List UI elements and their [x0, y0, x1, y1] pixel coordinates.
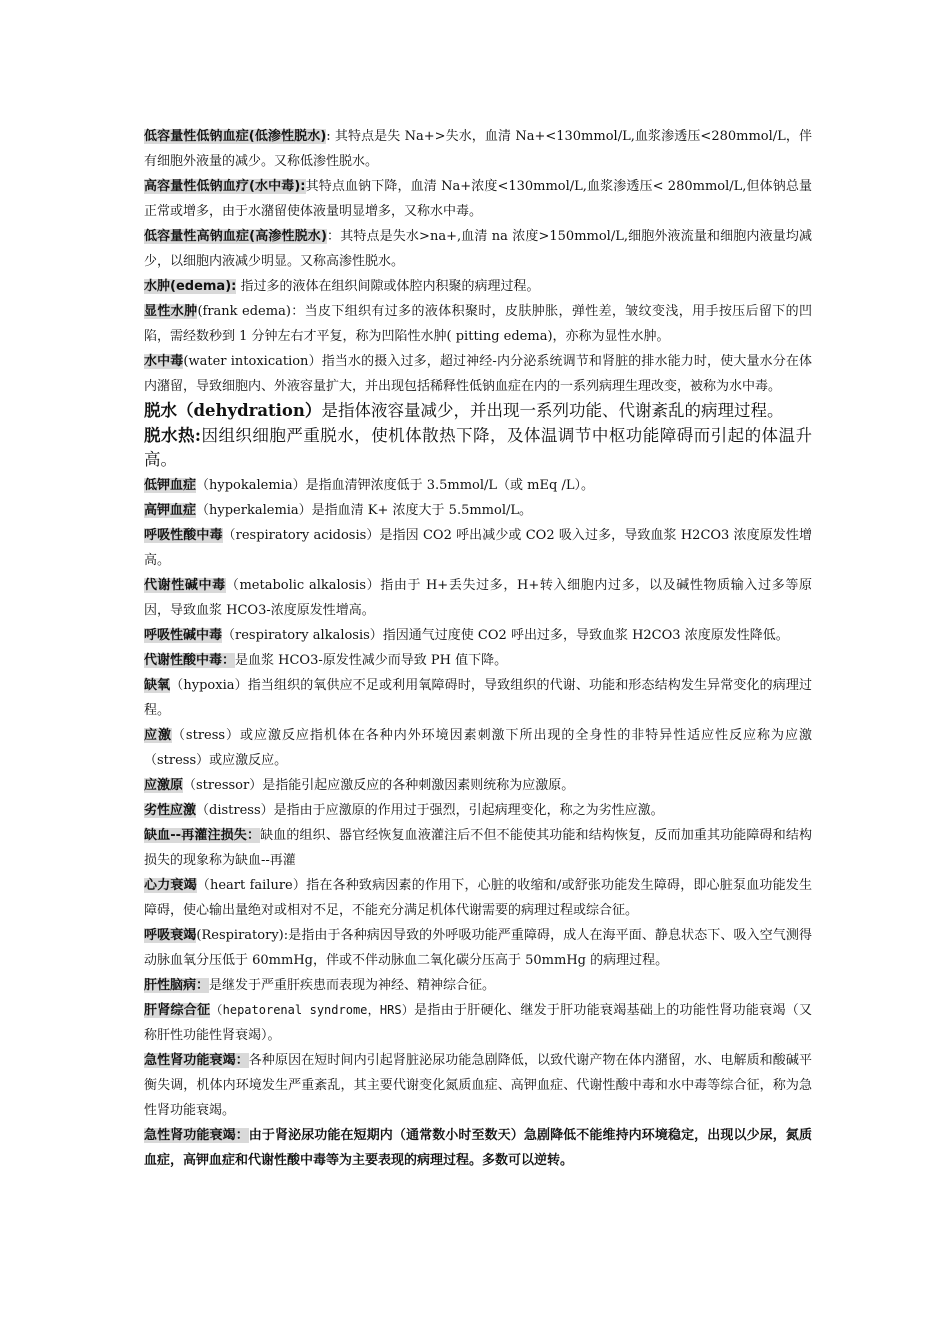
definition: （heart failure）指在各种致病因素的作用下，心脏的收缩和/或舒张功能发生障碍，即心脏泵血功能发生障碍，使心输出量绝对或相对不足，不能充分满足机体代谢需要的病理过程或综合征。	[144, 877, 812, 918]
term: 代谢性碱中毒	[144, 577, 226, 593]
term: 应激	[144, 727, 172, 743]
definition: （metabolic alkalosis）指由于 H+丢失过多，H+转入细胞内过多，以及碱性物质输入过多等原因，导致血浆 HCO3-浓度原发性增高。	[144, 577, 812, 618]
definition: （hypoxia）指当组织的氧供应不足或利用氧障碍时，导致组织的代谢、功能和形态结构发生异常变化的病理过程。	[144, 677, 812, 718]
entry-hypoxia	[144, 673, 812, 723]
term: 水肿(edema):	[144, 279, 237, 294]
entry-dehydration	[144, 399, 812, 424]
definition: （stressor）是指能引起应激反应的各种刺激因素则统称为应激原。	[183, 777, 575, 793]
entry-metabolic-acidosis	[144, 648, 812, 673]
definition: (water intoxication）指当水的摄入过多，超过神经-内分泌系统调节和肾脏的排水能力时，使大量水分在体内潴留，导致细胞内、外液容量扩大，并出现包括稀释性低钠血症在内的一系列病理生理改变，被称为水中毒。	[144, 354, 812, 394]
entry-water-intoxication-hyponatremia	[144, 174, 812, 224]
entry-frank-edema	[144, 299, 812, 349]
entry-water-intoxication	[144, 349, 812, 399]
definition: 指过多的液体在组织间隙或体腔内积聚的病理过程。	[236, 279, 540, 294]
entry-distress	[144, 798, 812, 823]
definition: 由于肾泌尿功能在短期内（通常数小时至数天）急剧降低不能维持内环境稳定，出现以少尿，氮质血症，高钾血症和代谢性酸中毒等为主要表现的病理过程。多数可以逆转。	[144, 1127, 812, 1168]
term: 肝性脑病：	[144, 977, 210, 993]
definition: （stress）或应激反应指机体在各种内外环境因素刺激下所出现的全身性的非特异性适应性反应称为应激（stress）或应激反应。	[144, 727, 812, 768]
entry-dehydration-fever	[144, 424, 812, 473]
entry-heart-failure	[144, 873, 812, 923]
term: 低钾血症	[144, 477, 197, 493]
definition: （hyperkalemia）是指血清 K+ 浓度大于 5.5mmol/L。	[196, 502, 533, 518]
definition: (Respiratory):是指由于各种病因导致的外呼吸功能严重障碍，成人在海平面、静息状态下、吸入空气测得动脉血氧分压低于 60mmHg，伴或不伴动脉血二氧化碳分压高于 50mmHg 的病理过程。	[144, 927, 812, 968]
definition: 是指由于肝硬化、继发于肝功能衰竭基础上的功能性肾功能衰竭（又称肝性功能性肾衰竭）。	[144, 1002, 812, 1043]
term: 呼吸性酸中毒	[144, 527, 223, 543]
entry-metabolic-alkalosis	[144, 573, 812, 623]
definition: （distress）是指由于应激原的作用过于强烈，引起病理变化，称之为劣性应激。	[196, 802, 664, 818]
term: 急性肾功能衰竭：	[144, 1052, 249, 1068]
term: 缺氧	[144, 677, 171, 693]
entry-respiratory-failure	[144, 923, 812, 973]
entry-acute-renal-failure	[144, 1048, 812, 1123]
entry-hypokalemia	[144, 473, 812, 498]
entry-respiratory-acidosis	[144, 523, 812, 573]
definition: 缺血的组织、器官经恢复血液灌注后不但不能使其功能和结构恢复，反而加重其功能障碍和结构损失的现象称为缺血--再灌	[144, 827, 812, 868]
term: 缺血--再灌注损失：	[144, 827, 261, 843]
entry-acute-renal-failure-2	[144, 1123, 812, 1173]
definition: 是血浆 HCO3-原发性减少而导致 PH 值下降。	[235, 652, 508, 668]
entry-hypernatremia	[144, 224, 812, 274]
entry-edema	[144, 274, 812, 299]
term: 水中毒	[144, 354, 184, 369]
term: 呼吸衰竭	[144, 927, 197, 943]
definition-english: （hepatorenal syndrome，HRS）	[210, 1002, 415, 1017]
term: 劣性应激	[144, 802, 197, 818]
entry-ischemia-reperfusion	[144, 823, 812, 873]
definition: （respiratory acidosis）是指因 CO2 呼出减少或 CO2 吸入过多，导致血浆 H2CO3 浓度原发性增高。	[144, 527, 812, 568]
entry-hepatorenal-syndrome	[144, 998, 812, 1048]
term: 显性水肿	[144, 304, 198, 319]
definition: (frank edema)：当皮下组织有过多的液体积聚时，皮肤肿胀，弹性差，皱纹变浅，用手按压后留下的凹陷，需经数秒到 1 分钟左右才平复，称为凹陷性水肿( pitting edema)，亦称为显性水肿。	[144, 304, 812, 344]
term: 肝肾综合征	[144, 1002, 211, 1018]
definition: （respiratory alkalosis）指因通气过度使 CO2 呼出过多，导致血浆 H2CO3 浓度原发性降低。	[222, 627, 789, 643]
definition: 其特点血钠下降，血清 Na+浓度<130mmol/L,血浆渗透压< 280mmol/L,但体钠总量正常或增多，由于水潴留使体液量明显增多，又称水中毒。	[144, 179, 812, 219]
term: 心力衰竭	[144, 877, 197, 893]
term: 高容量性低钠血疗(水中毒):	[144, 179, 306, 194]
entry-hyponatremia-low-volume	[144, 124, 812, 174]
definition: 是继发于严重肝疾患而表现为神经、精神综合征。	[209, 977, 496, 993]
term: 脱水热:	[144, 425, 202, 445]
term: 代谢性酸中毒：	[144, 652, 236, 668]
term: 应激原	[144, 777, 184, 793]
definition: 各种原因在短时间内引起肾脏泌尿功能急剧降低，以致代谢产物在体内潴留，水、电解质和酸碱平衡失调，机体内环境发生严重紊乱，其主要代谢变化氮质血症、高钾血症、代谢性酸中毒和水中毒等综合征，称为急性肾功能衰竭。	[144, 1052, 812, 1118]
entry-stress	[144, 723, 812, 773]
term: 高钾血症	[144, 502, 197, 518]
entry-respiratory-alkalosis	[144, 623, 812, 648]
entry-hepatic-encephalopathy	[144, 973, 812, 998]
definition: 是指体液容量减少，并出现一系列功能、代谢紊乱的病理过程。	[321, 401, 784, 420]
term: 呼吸性碱中毒	[144, 627, 223, 643]
term: 低容量性高钠血症(高渗性脱水)	[144, 229, 327, 244]
term: 脱水（dehydration）	[144, 401, 322, 420]
definition: （hypokalemia）是指血清钾浓度低于 3.5mmol/L（或 mEq /L）。	[196, 477, 594, 493]
definition: : 其特点是失 Na+>失水，血清 Na+<130mmol/L,血浆渗透压<280mmol/L，伴有细胞外液量的减少。又称低渗性脱水。	[144, 129, 812, 169]
definition: 因组织细胞严重脱水，使机体散热下降，及体温调节中枢功能障碍而引起的体温升高。	[144, 425, 813, 469]
entry-hyperkalemia	[144, 498, 812, 523]
term: 低容量性低钠血症(低渗性脱水)	[144, 129, 327, 144]
entry-stressor	[144, 773, 812, 798]
term: 急性肾功能衰竭：	[144, 1127, 249, 1143]
document-page	[144, 124, 812, 1173]
definition: ：其特点是失水>na+,血清 na 浓度>150mmol/L,细胞外液流量和细胞内液量均减少，以细胞内液减少明显。又称高渗性脱水。	[144, 229, 812, 269]
